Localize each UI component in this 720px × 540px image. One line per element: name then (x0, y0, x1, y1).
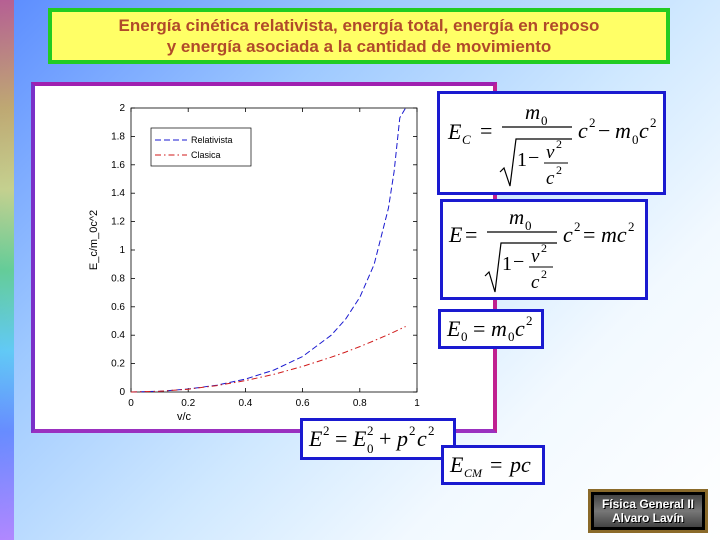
svg-text:E: E (309, 426, 323, 451)
x-tick-label: 0.8 (352, 398, 367, 409)
slide-title-line-1: Energía cinética relativista, energía total, energía en reposo (118, 16, 600, 35)
svg-text:0: 0 (461, 329, 468, 344)
svg-text:c: c (417, 426, 427, 451)
svg-text:−: − (528, 147, 540, 169)
svg-text:m: m (525, 100, 541, 124)
svg-text:=: = (473, 316, 486, 341)
y-tick-label: 0.6 (111, 301, 125, 313)
svg-text:2: 2 (556, 137, 562, 151)
slide-title-line-2: y energía asociada a la cantidad de movimiento (166, 37, 552, 56)
svg-text:2: 2 (650, 115, 657, 130)
total-energy-equation (440, 199, 648, 300)
x-tick-label: 0.4 (238, 398, 253, 409)
svg-text:2: 2 (628, 219, 635, 234)
svg-text:m: m (491, 316, 507, 341)
svg-text:E: E (353, 426, 367, 451)
svg-text:mc: mc (601, 222, 627, 247)
svg-text:2: 2 (428, 423, 435, 438)
x-tick-label: 0 (128, 398, 134, 409)
svg-text:2: 2 (589, 115, 596, 130)
svg-text:c: c (563, 222, 573, 247)
svg-text:c: c (578, 118, 588, 143)
svg-text:E: E (450, 452, 464, 477)
y-tick-label: 1.4 (111, 188, 125, 200)
svg-text:v: v (531, 246, 540, 267)
slide-title (48, 8, 670, 64)
svg-text:=: = (490, 452, 503, 477)
y-tick-label: 0.4 (111, 330, 125, 342)
svg-text:2: 2 (541, 241, 547, 255)
svg-text:E: E (448, 119, 462, 144)
course-logo-line-1: Física General II (601, 497, 695, 511)
y-tick-label: 0.2 (111, 358, 125, 370)
svg-text:1: 1 (502, 253, 512, 275)
svg-text:=: = (335, 426, 348, 451)
svg-text:c: c (531, 272, 540, 293)
rainbow-edge-decoration (0, 0, 14, 540)
svg-text:2: 2 (574, 219, 581, 234)
svg-text:m: m (509, 205, 525, 229)
energy-chart-frame (31, 82, 497, 433)
svg-text:CM: CM (464, 466, 482, 480)
y-tick-label: 1.2 (111, 216, 125, 228)
svg-text:2: 2 (556, 163, 562, 177)
rest-energy-equation (438, 309, 544, 349)
x-tick-label: 1 (414, 398, 420, 409)
course-logo-line-2: Alvaro Lavín (611, 511, 685, 525)
y-tick-label: 0.8 (111, 273, 125, 285)
svg-text:c: c (639, 118, 649, 143)
svg-text:−: − (513, 251, 525, 273)
x-tick-label: 0.6 (295, 398, 310, 409)
svg-text:=: = (583, 222, 596, 247)
legend-label: Relativista (191, 135, 233, 145)
svg-text:2: 2 (526, 313, 533, 328)
svg-text:0: 0 (632, 132, 639, 147)
svg-text:=: = (465, 222, 478, 247)
legend-box (151, 128, 251, 166)
legend-label: Clasica (191, 150, 221, 160)
y-tick-label: 2 (119, 103, 125, 114)
svg-text:v: v (546, 142, 555, 163)
svg-text:E: E (447, 316, 461, 341)
svg-text:c: c (546, 168, 555, 189)
svg-text:2: 2 (323, 423, 330, 438)
svg-text:0: 0 (525, 218, 532, 233)
energy-momentum-equation (300, 418, 456, 460)
svg-text:+: + (379, 426, 392, 451)
svg-text:1: 1 (517, 149, 527, 171)
svg-text:2: 2 (409, 423, 416, 438)
course-logo (588, 489, 708, 533)
momentum-energy-equation (441, 445, 545, 485)
y-tick-label: 1.6 (111, 159, 125, 171)
svg-text:0: 0 (367, 441, 374, 456)
energy-chart (35, 86, 493, 429)
kinetic-energy-equation (437, 91, 666, 195)
x-axis-label: v/c (176, 411, 192, 423)
y-tick-label: 1.8 (111, 131, 125, 143)
svg-text:=: = (480, 118, 493, 143)
svg-text:E: E (449, 222, 463, 247)
svg-text:0: 0 (508, 329, 515, 344)
svg-text:0: 0 (541, 113, 548, 128)
x-tick-label: 0.2 (181, 398, 196, 409)
svg-text:C: C (462, 132, 471, 147)
svg-text:2: 2 (541, 267, 547, 281)
y-tick-label: 1 (119, 245, 125, 256)
svg-text:−: − (598, 118, 611, 143)
svg-text:2: 2 (367, 423, 374, 438)
y-tick-label: 0 (119, 387, 125, 398)
svg-text:c: c (515, 316, 525, 341)
y-axis-label: E_c/m_0c^2 (88, 209, 100, 271)
svg-text:p: p (397, 426, 408, 451)
svg-text:pc: pc (510, 452, 531, 477)
svg-text:m: m (615, 118, 631, 143)
